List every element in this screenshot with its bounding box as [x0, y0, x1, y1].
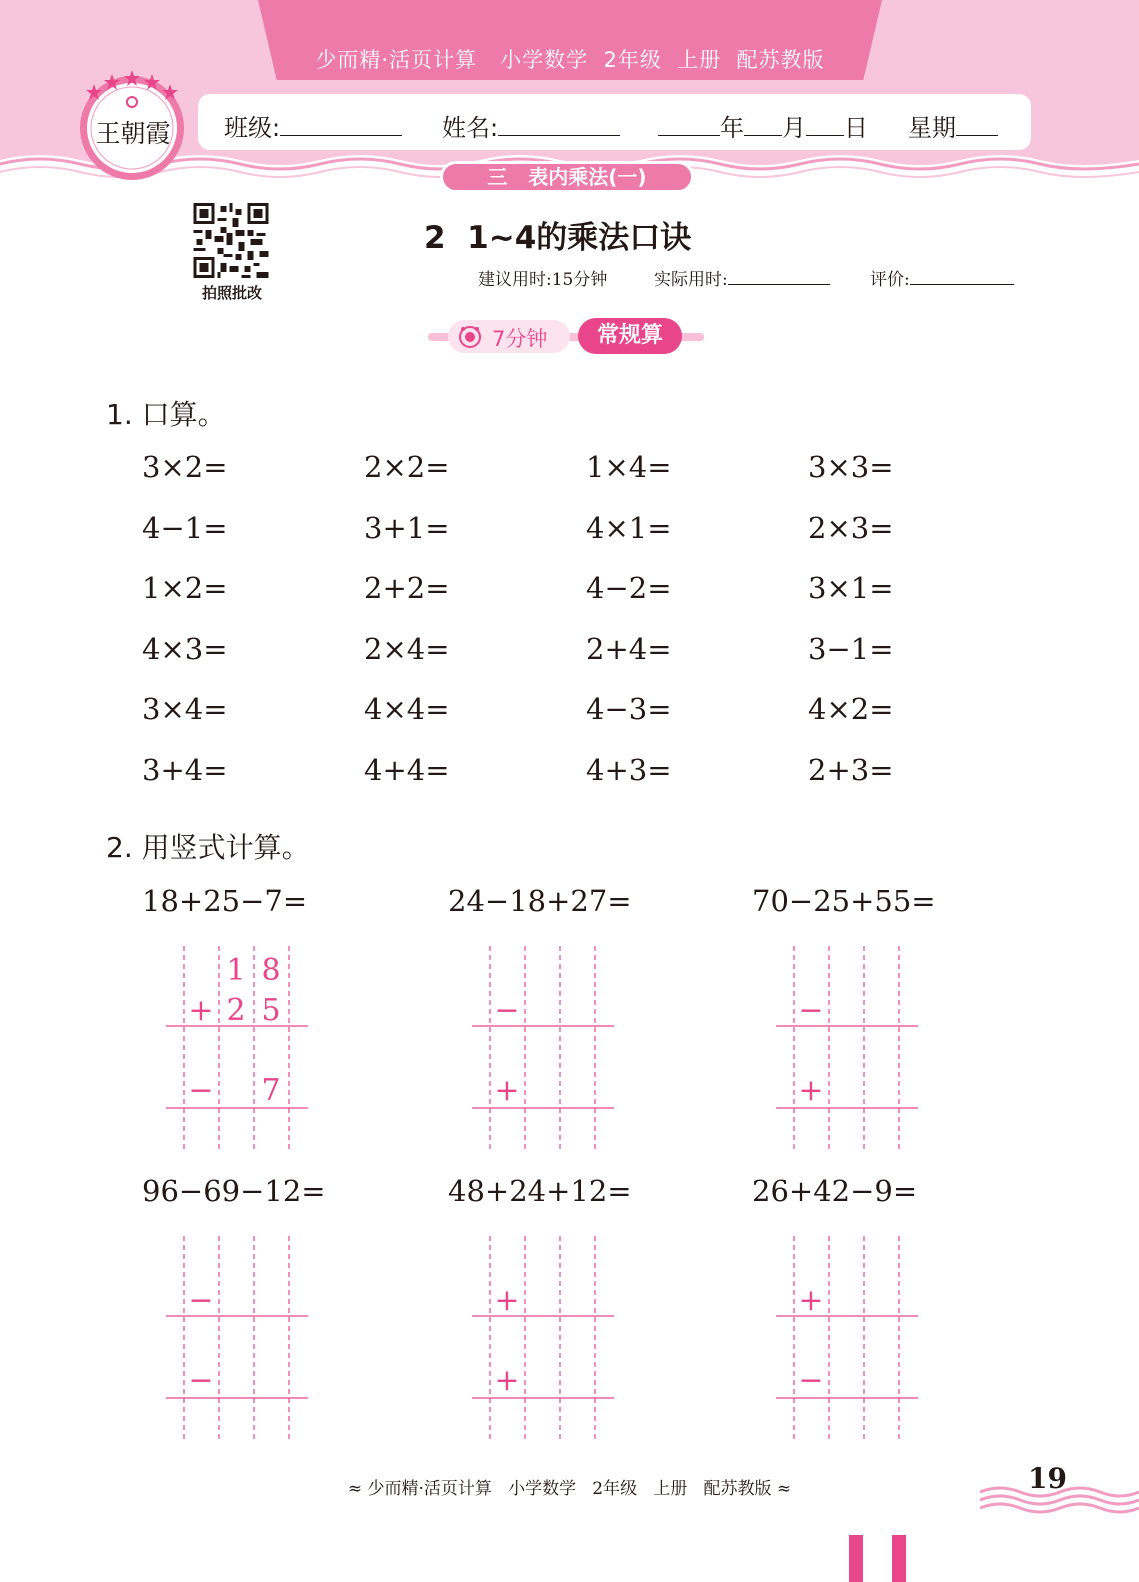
mental-math-item: 3+4= — [142, 753, 228, 787]
q1-title: 1. 口算。 — [106, 398, 226, 431]
calc-expression: 24−18+27= — [448, 884, 632, 918]
calc-expression: 18+25−7= — [142, 884, 308, 918]
mental-math-item: 3×4= — [142, 692, 228, 726]
qr-code-icon[interactable] — [192, 203, 270, 278]
mental-math-item: 4−2= — [586, 571, 672, 605]
mental-math-item: 3×1= — [808, 571, 894, 605]
mental-math-item: 4×3= — [142, 632, 228, 666]
unit-label: 三 表内乘法(一) — [440, 161, 694, 193]
calc-cell-mark: + — [798, 1073, 824, 1108]
calc-cell-mark: + — [494, 1073, 520, 1108]
mental-math-item: 3×3= — [808, 450, 894, 484]
calc-cell-mark: 1 — [226, 953, 246, 988]
class-label: 班级: — [224, 114, 281, 142]
mental-math-item: 1×4= — [586, 450, 672, 484]
footer-series: ≈ 少而精·活页计算 小学数学 2年级 上册 配苏教版 ≈ — [347, 1479, 792, 1499]
mental-math-item: 2×3= — [808, 511, 894, 545]
calc-cell-mark: − — [188, 1363, 214, 1398]
suggested-time: 建议用时:15分钟 — [478, 270, 608, 290]
mental-math-item: 2+4= — [586, 632, 672, 666]
year-label: 年 — [720, 114, 744, 142]
mental-math-item: 2×2= — [364, 450, 450, 484]
clock-icon — [458, 325, 482, 349]
mental-math-item: 3×2= — [142, 450, 228, 484]
mental-math-item: 4×4= — [364, 692, 450, 726]
calc-expression: 26+42−9= — [752, 1174, 918, 1208]
calc-cell-mark: 5 — [261, 993, 281, 1028]
time-badge-text: 7分钟 — [492, 327, 548, 351]
vertical-calc-grid[interactable] — [776, 946, 926, 1156]
mental-math-item: 4+4= — [364, 753, 450, 787]
vertical-calc-grid[interactable] — [472, 946, 622, 1156]
calc-expression: 96−69−12= — [142, 1174, 326, 1208]
vertical-calc-grid[interactable] — [776, 1236, 926, 1446]
qr-label: 拍照批改 — [201, 284, 262, 302]
footer-bar-left — [849, 1535, 863, 1582]
logo-text: 王朝霞 — [95, 119, 171, 148]
mental-math-item: 3−1= — [808, 632, 894, 666]
class-field[interactable] — [224, 108, 402, 143]
name-label: 姓名: — [442, 114, 499, 142]
vertical-calc-grid[interactable] — [166, 946, 316, 1156]
mental-math-item: 2×4= — [364, 632, 450, 666]
calc-expression: 70−25+55= — [752, 884, 936, 918]
series-title: 少而精·活页计算 小学数学 2年级 上册 配苏教版 — [315, 48, 825, 72]
actual-time-field[interactable] — [654, 265, 830, 290]
weekday-label: 星期 — [908, 114, 956, 142]
calc-cell-mark: − — [494, 993, 520, 1028]
calc-cell-mark: + — [188, 993, 214, 1028]
month-label: 月 — [782, 114, 806, 142]
name-field[interactable] — [442, 108, 620, 143]
rating-field[interactable] — [870, 265, 1014, 290]
type-badge: 常规算 — [578, 318, 682, 354]
calc-cell-mark: − — [188, 1073, 214, 1108]
calc-cell-mark: 2 — [226, 993, 246, 1028]
vertical-calc-grid[interactable] — [166, 1236, 316, 1446]
date-field[interactable] — [658, 108, 868, 143]
calc-expression: 48+24+12= — [448, 1174, 632, 1208]
footer-bar-right — [892, 1535, 906, 1582]
mental-math-item: 4+3= — [586, 753, 672, 787]
mental-math-item: 4×1= — [586, 511, 672, 545]
calc-cell-mark: − — [798, 993, 824, 1028]
footer-waves — [980, 1480, 1139, 1518]
weekday-field[interactable] — [908, 108, 998, 143]
rating-label: 评价: — [870, 270, 910, 290]
mental-math-item: 2+2= — [364, 571, 450, 605]
page-number: 19 — [1028, 1462, 1067, 1495]
mental-math-item: 3+1= — [364, 511, 450, 545]
day-label: 日 — [844, 114, 868, 142]
lesson-title: 2 1~4的乘法口诀 — [424, 220, 692, 256]
mental-math-item: 4×2= — [808, 692, 894, 726]
mental-math-item: 2+3= — [808, 753, 894, 787]
calc-cell-mark: + — [494, 1283, 520, 1318]
calc-cell-mark: − — [798, 1363, 824, 1398]
q2-title: 2. 用竖式计算。 — [106, 831, 310, 864]
calc-cell-mark: − — [188, 1283, 214, 1318]
mental-math-item: 1×2= — [142, 571, 228, 605]
calc-cell-mark: + — [494, 1363, 520, 1398]
mental-math-item: 4−3= — [586, 692, 672, 726]
calc-cell-mark: + — [798, 1283, 824, 1318]
calc-cell-mark: 8 — [261, 953, 281, 988]
calc-cell-mark: 7 — [261, 1073, 281, 1108]
mental-math-item: 4−1= — [142, 511, 228, 545]
vertical-calc-grid[interactable] — [472, 1236, 622, 1446]
actual-time-label: 实际用时: — [654, 270, 728, 290]
